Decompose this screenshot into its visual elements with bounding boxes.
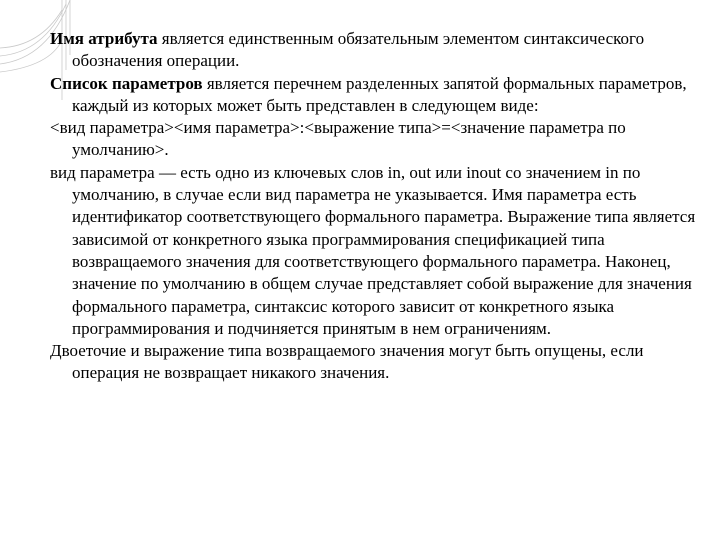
paragraph-text: вид параметра — есть одно из ключевых слов in, out или inout со значением in по умолчанию, в случае если вид параметра не указывается. Имя параметра есть идентификатор соответствующего формального параметра. Выражение типа является зависимой от конкретного языка программирования спецификацией типа возвращаемого значения для соответствующего формального параметра. Наконец, значение по умолчанию в общем случае представляет собой выражение для значения формального параметра, синтаксис которого зависит от конкретного языка программирования и подчиняется принятым в нем ограничениям.: [50, 162, 696, 338]
paragraph-return-type: [50, 340, 712, 385]
paragraph-text: <вид параметра><имя параметра>:<выражение типа>=<значение параметра по умолчанию>.: [50, 118, 626, 160]
paragraph-text: является перечнем разделенных запятой формальных параметров, каждый из которых может быть представлен в следующем виде:: [72, 73, 687, 115]
paragraph-text: Двоеточие и выражение типа возвращаемого значения могут быть опущены, если операция не возвращает никакого значения.: [50, 341, 644, 383]
paragraph-attribute-name: [50, 28, 712, 73]
paragraph-parameter-list: [50, 73, 712, 118]
paragraph-parameter-kind: [50, 162, 712, 340]
term-attribute-name: Имя атрибута: [50, 29, 158, 48]
term-parameter-list: Список параметров: [50, 73, 203, 93]
paragraph-parameter-syntax: [50, 117, 712, 162]
text-body: [50, 28, 712, 385]
paragraph-text: является единственным обязательным элементом синтаксического обозначения операции.: [72, 29, 645, 71]
